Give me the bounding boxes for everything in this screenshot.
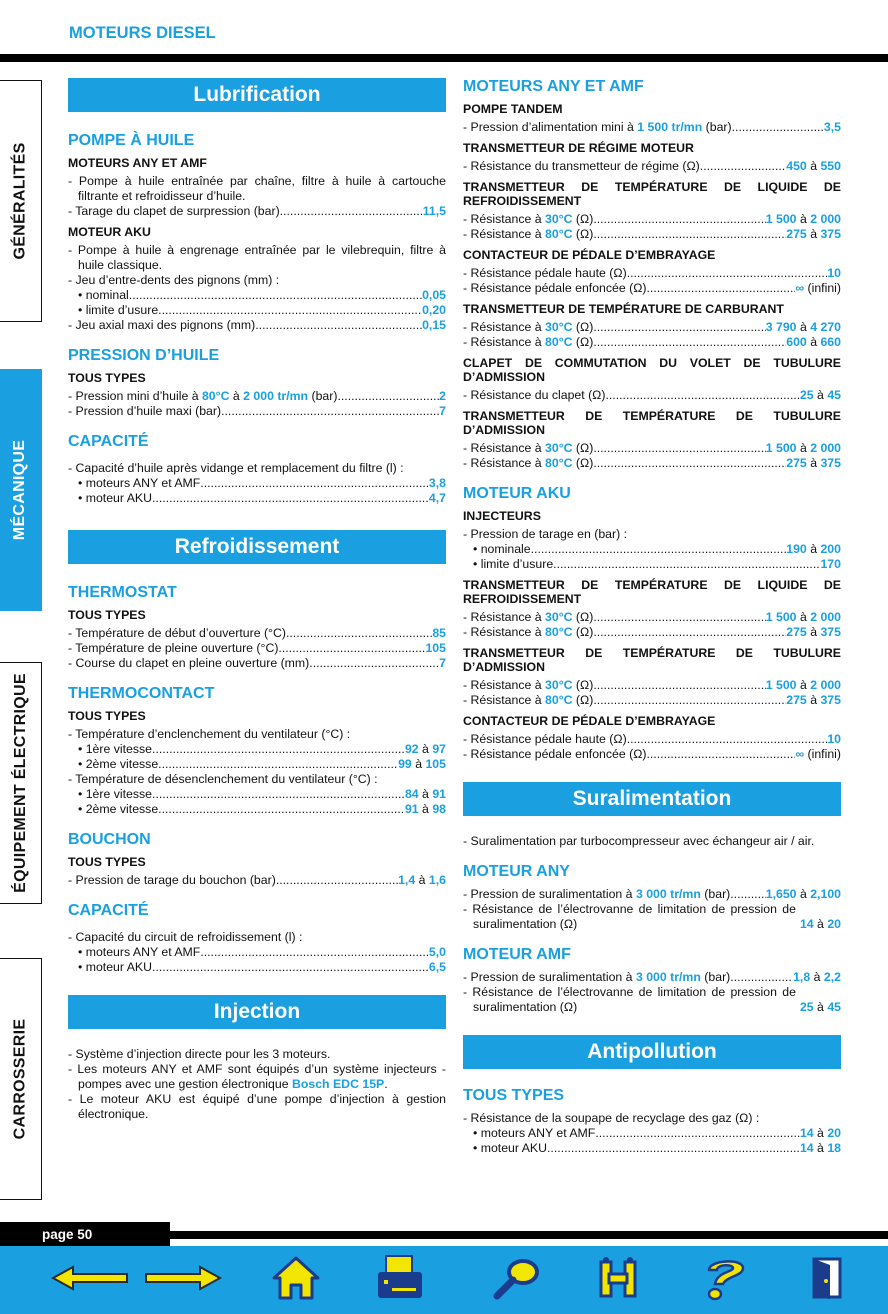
- text-para: - Jeu d’entre-dents des pignons (mm) :: [68, 273, 280, 287]
- spec-row: [463, 227, 841, 242]
- spec-value: 25: [799, 388, 814, 402]
- spec-sep: à: [813, 917, 828, 931]
- spec-rpm: 3 000 tr/mn: [635, 970, 701, 984]
- spec-temp: 80°C: [545, 456, 573, 470]
- print-icon: [374, 1254, 426, 1302]
- spec-value: 2,2: [823, 970, 841, 984]
- spec-row: [68, 873, 446, 888]
- spec-label: à: [229, 389, 244, 403]
- search-button[interactable]: [488, 1253, 544, 1303]
- text-para: - Système d’injection directe pour les 3 moteurs.: [68, 1047, 331, 1061]
- spec-sep: à: [418, 742, 433, 756]
- spec-unit: (Ω): [572, 678, 594, 692]
- spec-value: 0,20: [422, 303, 446, 317]
- spec-row: [68, 204, 446, 219]
- spec-row: [68, 641, 446, 656]
- spec-row: [463, 732, 841, 747]
- spec-label: • limite d’usure: [78, 303, 159, 317]
- spec-label: - Pression de suralimentation à: [463, 887, 636, 901]
- spec-note: (infini): [804, 281, 841, 295]
- spec-rpm: 2 000 tr/mn: [243, 389, 309, 403]
- spec-value: 92: [404, 742, 419, 756]
- spec-value: 0,05: [422, 288, 446, 302]
- spec-row: [463, 335, 841, 350]
- spec-value: 45: [827, 1000, 841, 1014]
- spec-value: 2 000: [810, 678, 841, 692]
- subheading: MOTEURS ANY ET AMF: [68, 156, 207, 170]
- spec-label: • nominal: [78, 288, 129, 302]
- spec-value: 660: [820, 335, 841, 349]
- spec-label: - Résistance pédale enfoncée (Ω): [463, 747, 647, 761]
- subheading: TOUS TYPES: [68, 709, 146, 723]
- spec-unit: (Ω): [572, 610, 594, 624]
- previous-page-button[interactable]: [50, 1253, 130, 1303]
- spec-value: 99: [398, 757, 412, 771]
- spec-label: • moteurs ANY et AMF: [78, 476, 201, 490]
- spec-sep: à: [418, 787, 433, 801]
- heading-pompe-huile: POMPE À HUILE: [68, 132, 195, 149]
- spec-row: [463, 320, 841, 335]
- heading-moteur-amf: MOTEUR AMF: [463, 946, 571, 963]
- spec-label: - Résistance à: [463, 441, 546, 455]
- spec-sep: à: [806, 542, 821, 556]
- spec-label: • 1ère vitesse: [78, 742, 153, 756]
- footer-nav-bar: [0, 1246, 888, 1314]
- spec-temp: 30°C: [545, 320, 573, 334]
- heading-capacite: CAPACITÉ: [68, 433, 149, 450]
- spec-row: [463, 159, 841, 174]
- spec-row: [463, 1126, 841, 1141]
- spec-rpm: 1 500 tr/mn: [637, 120, 703, 134]
- spec-label: - Résistance du transmetteur de régime (Ω): [463, 159, 700, 173]
- spec-label: - Pression d’alimentation mini à: [463, 120, 638, 134]
- spec-row: [463, 887, 841, 902]
- text-para: - Pompe à huile entraînée par chaîne, filtre à huile à cartouche filtrante et refroidisseur d’huile.: [68, 174, 446, 203]
- home-button[interactable]: [268, 1253, 324, 1303]
- spec-label: - Résistance pédale enfoncée (Ω): [463, 281, 647, 295]
- spec-value: 2,100: [810, 887, 841, 901]
- tab-label: CARROSSERIE: [11, 1018, 29, 1140]
- text-para: - Capacité d’huile après vidange et remplacement du filtre (l) :: [68, 461, 404, 475]
- spec-temp: 80°C: [201, 389, 230, 403]
- spec-unit: (Ω): [572, 625, 594, 639]
- spec-value: 105: [425, 641, 446, 655]
- spec-label: - Jeu axial maxi des pignons (mm): [68, 318, 256, 332]
- spec-value: 170: [820, 557, 841, 571]
- spec-label: (bar): [700, 887, 731, 901]
- subheading: TRANSMETTEUR DE TEMPÉRATURE DE CARBURANT: [463, 302, 784, 316]
- spec-value: 10: [827, 732, 841, 746]
- tab-label: MÉCANIQUE: [11, 439, 29, 541]
- spec-label: - Résistance à: [463, 320, 546, 334]
- spec-value: 20: [827, 917, 841, 931]
- subheading: TOUS TYPES: [68, 371, 146, 385]
- subheading: CONTACTEUR DE PÉDALE D’EMBRAYAGE: [463, 714, 716, 728]
- spec-row: [463, 902, 841, 932]
- spec-row: [68, 960, 446, 975]
- spec-row: [68, 757, 446, 772]
- text-span: - Les moteurs ANY et AMF sont équipés d’un système injecteurs - pompes avec une gestion électronique: [68, 1062, 446, 1091]
- spec-sep: à: [411, 757, 426, 771]
- spec-value: 45: [827, 388, 841, 402]
- spec-sep: à: [796, 441, 811, 455]
- spec-value: 1 500: [765, 212, 797, 226]
- spec-label: - Résistance à: [463, 335, 546, 349]
- spec-label: - Résistance à: [463, 212, 546, 226]
- right-column: [463, 74, 841, 1156]
- heading-any-amf: MOTEURS ANY ET AMF: [463, 78, 644, 95]
- page-header-title: MOTEURS DIESEL: [69, 24, 216, 42]
- spec-value: 7: [439, 404, 446, 418]
- section-banner-antipollution: Antipollution: [463, 1035, 841, 1069]
- subheading: TOUS TYPES: [68, 608, 146, 622]
- spec-label: - Résistance à: [463, 693, 546, 707]
- exit-button[interactable]: [798, 1253, 854, 1303]
- spec-value: 0,15: [422, 318, 446, 332]
- next-page-button[interactable]: [143, 1253, 223, 1303]
- spec-row: [463, 610, 841, 625]
- spec-sep: à: [415, 873, 429, 887]
- heading-tous-types: TOUS TYPES: [463, 1087, 565, 1104]
- spec-value: 14: [799, 1126, 814, 1140]
- spec-unit: (Ω): [572, 320, 594, 334]
- spec-value: 3 790: [765, 320, 797, 334]
- spec-value: 4,7: [428, 491, 446, 505]
- heading-moteur-aku: MOTEUR AKU: [463, 485, 571, 502]
- spec-temp: 80°C: [545, 693, 573, 707]
- spec-label: • 1ère vitesse: [78, 787, 153, 801]
- spec-sep: à: [806, 625, 821, 639]
- spec-unit: (Ω): [572, 227, 594, 241]
- section-banner-refroidissement: Refroidissement: [68, 530, 446, 564]
- spec-value: 1,4: [398, 873, 416, 887]
- spec-label: - Résistance pédale haute (Ω): [463, 266, 627, 280]
- spec-label: - Résistance pédale haute (Ω): [463, 732, 627, 746]
- text-para: - Température d’enclenchement du ventilateur (°C) :: [68, 727, 351, 741]
- subheading: TRANSMETTEUR DE TEMPÉRATURE DE LIQUIDE DE REFROIDISSEMENT: [463, 180, 841, 208]
- spec-sep: à: [806, 227, 821, 241]
- spec-label: • moteur AKU: [78, 491, 153, 505]
- spec-value: 275: [786, 456, 807, 470]
- left-column: [68, 74, 446, 1122]
- spec-label: • limite d’usure: [473, 557, 554, 571]
- spec-sep: à: [806, 456, 821, 470]
- spec-temp: 80°C: [545, 227, 573, 241]
- text-para: - Pression de tarage en (bar) :: [463, 527, 628, 541]
- text-para: - Température de désenclenchement du ventilateur (°C) :: [68, 772, 378, 786]
- spec-sep: à: [806, 693, 821, 707]
- spec-row: [68, 656, 446, 671]
- spec-row: [463, 456, 841, 471]
- spec-row: [68, 318, 446, 333]
- spec-sep: à: [796, 212, 811, 226]
- spec-row: [68, 742, 446, 757]
- page-number-tab: [0, 1222, 170, 1248]
- section-banner-injection: Injection: [68, 995, 446, 1029]
- spec-value: 11,5: [422, 204, 446, 218]
- print-button[interactable]: [372, 1253, 428, 1303]
- spec-value: 3,5: [823, 120, 841, 134]
- spec-temp: 80°C: [545, 335, 573, 349]
- spec-value: 97: [432, 742, 446, 756]
- tab-label: ÉQUIPEMENT ÉLECTRIQUE: [11, 673, 29, 893]
- spec-value: 1 500: [765, 678, 797, 692]
- heading-capacite-refroid: CAPACITÉ: [68, 902, 149, 919]
- subheading: INJECTEURS: [463, 509, 541, 523]
- exit-icon: [806, 1255, 846, 1301]
- spec-row: [463, 557, 841, 572]
- spec-label: - Course du clapet en pleine ouverture (mm): [68, 656, 310, 670]
- spec-value: 375: [820, 625, 841, 639]
- spec-row: [68, 491, 446, 506]
- spec-label: - Résistance à: [463, 610, 546, 624]
- spec-label: - Pression mini d’huile à: [68, 389, 202, 403]
- text-para: - Suralimentation par turbocompresseur avec échangeur air / air.: [463, 834, 815, 848]
- spec-temp: 30°C: [545, 678, 573, 692]
- spec-label: (bar): [308, 389, 338, 403]
- brand-name: Bosch EDC 15P: [291, 1077, 385, 1091]
- spec-sep: à: [796, 887, 811, 901]
- spec-sep: à: [813, 1000, 828, 1014]
- spec-label: - Température de début d’ouverture (°C): [68, 626, 286, 640]
- spec-row: [463, 1141, 841, 1156]
- spec-value: 190: [786, 542, 807, 556]
- spec-value: 25: [799, 1000, 814, 1014]
- spec-row: [463, 985, 841, 1015]
- text-span: .: [384, 1077, 388, 1091]
- spec-sep: à: [813, 388, 828, 402]
- spec-temp: 80°C: [545, 625, 573, 639]
- spec-value: 550: [820, 159, 841, 173]
- spec-label: (bar): [700, 970, 731, 984]
- search-icon: [491, 1256, 541, 1300]
- spec-value: 85: [432, 626, 446, 640]
- infinity-symbol: ∞: [795, 747, 805, 761]
- top-rule: [0, 54, 888, 62]
- spec-unit: (Ω): [572, 335, 594, 349]
- spec-label: - Pression de tarage du bouchon (bar): [68, 873, 276, 887]
- spec-value: 375: [820, 227, 841, 241]
- spec-value: 84: [404, 787, 419, 801]
- spec-row: [463, 747, 841, 762]
- spec-value: 18: [827, 1141, 841, 1155]
- spec-row: [68, 945, 446, 960]
- spec-rpm: 3 000 tr/mn: [635, 887, 701, 901]
- spec-value: 275: [786, 625, 807, 639]
- spec-row: [463, 678, 841, 693]
- heading-thermostat: THERMOSTAT: [68, 584, 177, 601]
- home-icon: [271, 1255, 321, 1301]
- spec-row: [68, 404, 446, 419]
- spec-row: [68, 787, 446, 802]
- spec-sep: à: [810, 970, 824, 984]
- spec-value: 3,8: [428, 476, 446, 490]
- spec-unit: (Ω): [572, 693, 594, 707]
- spec-value: 14: [799, 917, 814, 931]
- spec-row: [463, 542, 841, 557]
- spec-label: • 2ème vitesse: [78, 757, 159, 771]
- spec-value: 7: [439, 656, 446, 670]
- spec-label: • moteur AKU: [78, 960, 153, 974]
- spec-value: 2 000: [810, 441, 841, 455]
- spec-row: [463, 281, 841, 296]
- spec-unit: (Ω): [572, 212, 594, 226]
- spec-label: - Résistance à: [463, 625, 546, 639]
- section-banner-lubrification: Lubrification: [68, 78, 446, 112]
- spec-label: - Résistance du clapet (Ω): [463, 388, 606, 402]
- spec-label: (bar): [702, 120, 732, 134]
- spec-value: 200: [820, 542, 841, 556]
- spec-row: [68, 303, 446, 318]
- subheading: POMPE TANDEM: [463, 102, 563, 116]
- spec-row: [463, 120, 841, 135]
- spec-unit: (Ω): [572, 456, 594, 470]
- spec-row: [463, 212, 841, 227]
- spec-sep: à: [418, 802, 433, 816]
- spec-value: 275: [786, 227, 807, 241]
- spec-label: - Résistance à: [463, 456, 546, 470]
- spec-value: 5,0: [428, 945, 446, 959]
- spec-label: - Température de pleine ouverture (°C): [68, 641, 279, 655]
- spec-row: [68, 626, 446, 641]
- spec-value: 91: [404, 802, 419, 816]
- spec-row: [463, 970, 841, 985]
- heading-bouchon: BOUCHON: [68, 831, 151, 848]
- spec-value: 14: [799, 1141, 814, 1155]
- tab-carrosserie[interactable]: [0, 958, 42, 1200]
- spec-unit: (Ω): [572, 441, 594, 455]
- spec-label: - Pression de suralimentation à: [463, 970, 636, 984]
- help-icon: [691, 1254, 751, 1302]
- spec-row: [463, 266, 841, 281]
- spec-row: [463, 693, 841, 708]
- subheading: MOTEUR AKU: [68, 225, 151, 239]
- spec-label: • moteur AKU: [473, 1141, 548, 1155]
- spec-sep: à: [806, 335, 821, 349]
- spec-value: 91: [432, 787, 446, 801]
- spec-value: 450: [786, 159, 807, 173]
- spec-label: • nominale: [473, 542, 531, 556]
- spec-sep: à: [796, 610, 811, 624]
- spec-row: [68, 802, 446, 817]
- arrow-left-icon: [51, 1265, 129, 1291]
- heading-pression-huile: PRESSION D’HUILE: [68, 347, 220, 364]
- spec-value: 1 500: [765, 441, 797, 455]
- spec-value: 1 500: [765, 610, 797, 624]
- spec-label: - Pression d’huile maxi (bar): [68, 404, 222, 418]
- tab-label: GÉNÉRALITÉS: [11, 142, 29, 260]
- page-number: page 50: [42, 1227, 93, 1242]
- index-icon: [595, 1256, 641, 1300]
- help-button[interactable]: [690, 1253, 752, 1303]
- subheading: TRANSMETTEUR DE TEMPÉRATURE DE TUBULURE D’ADMISSION: [463, 409, 841, 437]
- subheading: TRANSMETTEUR DE TEMPÉRATURE DE LIQUIDE DE REFROIDISSEMENT: [463, 578, 841, 606]
- spec-value: 6,5: [428, 960, 446, 974]
- spec-row: [68, 389, 446, 404]
- section-banner-suralimentation: Suralimentation: [463, 782, 841, 816]
- spec-value: 1,6: [428, 873, 446, 887]
- spec-label: • moteurs ANY et AMF: [473, 1126, 596, 1140]
- spec-row: [463, 441, 841, 456]
- spec-temp: 30°C: [545, 212, 573, 226]
- spec-sep: à: [813, 1126, 828, 1140]
- spec-sep: à: [806, 159, 821, 173]
- spec-label: • 2ème vitesse: [78, 802, 159, 816]
- spec-value: 2 000: [810, 212, 841, 226]
- spec-row: [68, 476, 446, 491]
- subheading: CONTACTEUR DE PÉDALE D’EMBRAYAGE: [463, 248, 716, 262]
- spec-value: 10: [827, 266, 841, 280]
- tab-generalites[interactable]: [0, 80, 42, 322]
- spec-row: [463, 625, 841, 640]
- spec-value: 375: [820, 456, 841, 470]
- text-para: - Pompe à huile à engrenage entraînée par le vilebrequin, filtre à huile classique.: [68, 243, 446, 272]
- heading-moteur-any: MOTEUR ANY: [463, 863, 570, 880]
- subheading: TRANSMETTEUR DE RÉGIME MOTEUR: [463, 141, 694, 155]
- spec-value: 2 000: [810, 610, 841, 624]
- spec-row: [463, 388, 841, 403]
- tab-mecanique[interactable]: [0, 369, 42, 611]
- text-para: - Résistance de la soupape de recyclage des gaz (Ω) :: [463, 1111, 760, 1125]
- heading-thermocontact: THERMOCONTACT: [68, 685, 215, 702]
- index-button[interactable]: [590, 1253, 646, 1303]
- spec-value: 1,8: [793, 970, 811, 984]
- spec-value: 275: [786, 693, 807, 707]
- arrow-right-icon: [144, 1265, 222, 1291]
- spec-value: 4 270: [810, 320, 841, 334]
- spec-value: 2: [439, 389, 446, 403]
- text-para: - Le moteur AKU est équipé d’une pompe d’injection à gestion électronique.: [68, 1092, 446, 1121]
- spec-value: 600: [786, 335, 807, 349]
- spec-value: 375: [820, 693, 841, 707]
- subheading: CLAPET DE COMMUTATION DU VOLET DE TUBULURE D’ADMISSION: [463, 356, 841, 384]
- spec-value: 1,650: [765, 887, 797, 901]
- spec-label: - Résistance de l’électrovanne de limitation de pression de suralimentation (Ω): [463, 902, 796, 931]
- spec-sep: à: [813, 1141, 828, 1155]
- spec-row: [68, 288, 446, 303]
- spec-label: - Résistance à: [463, 678, 546, 692]
- spec-label: - Tarage du clapet de surpression (bar): [68, 204, 280, 218]
- text-para: [68, 1062, 446, 1092]
- spec-sep: à: [796, 678, 811, 692]
- spec-temp: 30°C: [545, 441, 573, 455]
- spec-temp: 30°C: [545, 610, 573, 624]
- spec-value: 105: [425, 757, 446, 771]
- spec-label: • moteurs ANY et AMF: [78, 945, 201, 959]
- spec-value: 98: [432, 802, 446, 816]
- spec-sep: à: [796, 320, 811, 334]
- text-para: - Capacité du circuit de refroidissement (l) :: [68, 930, 303, 944]
- spec-label: - Résistance à: [463, 227, 546, 241]
- spec-value: 20: [827, 1126, 841, 1140]
- spec-note: (infini): [804, 747, 841, 761]
- subheading: TOUS TYPES: [68, 855, 146, 869]
- subheading: TRANSMETTEUR DE TEMPÉRATURE DE TUBULURE D’ADMISSION: [463, 646, 841, 674]
- infinity-symbol: ∞: [795, 281, 805, 295]
- tab-equipement-electrique[interactable]: [0, 662, 42, 904]
- spec-label: - Résistance de l’électrovanne de limitation de pression de suralimentation (Ω): [463, 985, 796, 1014]
